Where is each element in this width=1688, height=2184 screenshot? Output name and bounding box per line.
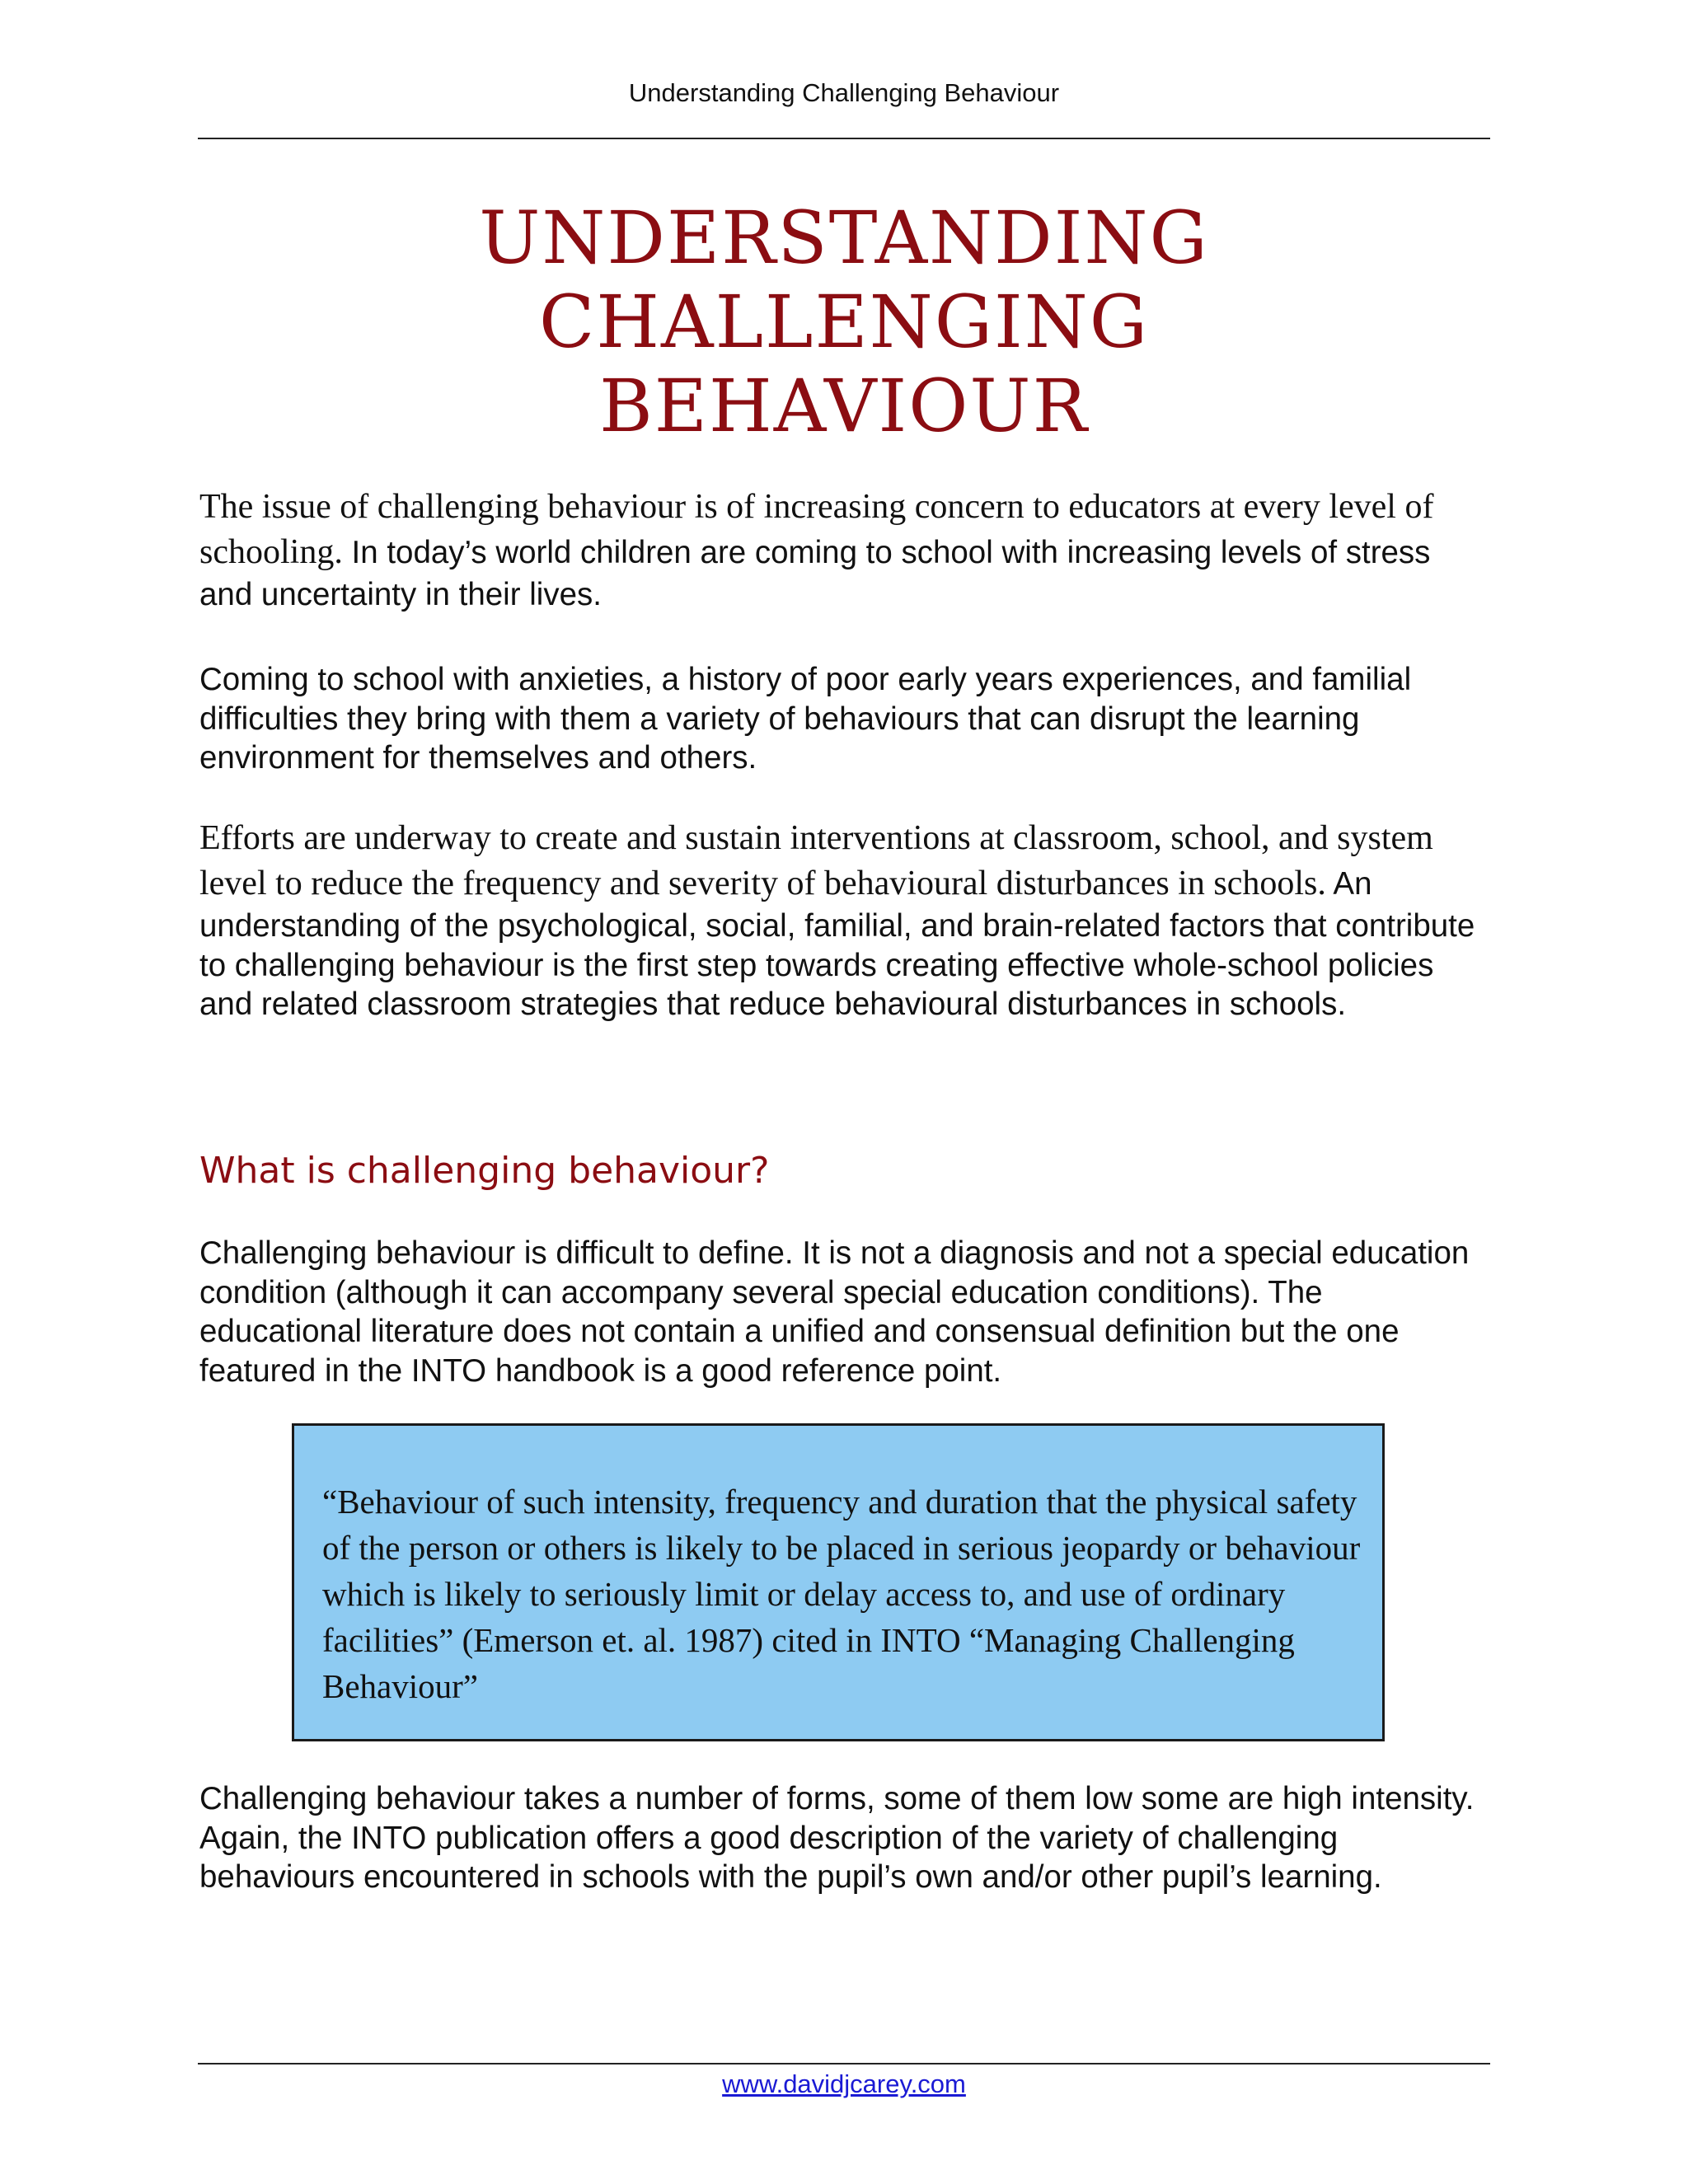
- page-title-line-2: BEHAVIOUR: [599, 363, 1089, 448]
- intro-paragraph-2: Coming to school with anxieties, a history of poor early years experiences, and familial difficulties they bring with them a variety of behaviours that can disrupt the learning environment for themselves and others.: [199, 662, 1412, 776]
- intro-paragraph-1-lead: The issue of challenging behaviour is of increasing concern to educators at every level of schooling.: [199, 488, 1434, 571]
- header-rule: [198, 138, 1490, 139]
- intro-paragraph-1: [199, 485, 1490, 615]
- footer-rule: [198, 2063, 1490, 2064]
- intro-paragraph-3-lead: Efforts are underway to create and sustain interventions at classroom, school, and system level to reduce the frequency and severity of behavioural disturbances in schools.: [199, 819, 1433, 902]
- section-paragraph-1: Challenging behaviour is difficult to define. It is not a diagnosis and not a special education condition (although it can accompany several special education conditions). The educational literature does not contain a unified and consensual definition but the one featured in the INTO handbook is a good reference point.: [199, 1235, 1470, 1389]
- intro-paragraph-3-rest: An understanding of the psychological, social, familial, and brain-related factors that contribute to challenging behaviour is the first step towards creating effective whole-school policies and related classroom strategies that reduce behavioural disturbances in schools.: [199, 866, 1475, 1022]
- intro-paragraph-1-rest: In today’s world children are coming to school with increasing levels of stress and uncertainty in their lives.: [199, 535, 1431, 612]
- page-title-line-1: UNDERSTANDING CHALLENGING: [479, 195, 1209, 364]
- definition-quote-text: “Behaviour of such intensity, frequency and duration that the physical safety of the person or others is likely to be placed in serious jeopardy or behaviour which is likely to seriously limit or delay access to, and use of ordinary facilities” (Emerson et. al. 1987) cited in INTO “Managing Challenging Behaviour”: [322, 1483, 1361, 1705]
- intro-paragraph-3: [199, 816, 1490, 1024]
- definition-quote-box: [292, 1423, 1385, 1741]
- page-title: [198, 196, 1490, 448]
- running-header: Understanding Challenging Behaviour: [628, 78, 1060, 107]
- section-heading: What is challenging behaviour?: [199, 1150, 770, 1192]
- section-paragraph-2: Challenging behaviour takes a number of forms, some of them low some are high intensity. Again, the INTO publication offers a good description of the variety of challenging behaviours encountered in schools with the pupil’s own and/or other pupil’s learning.: [199, 1781, 1475, 1895]
- footer-website-link[interactable]: www.davidjcarey.com: [722, 2069, 966, 2098]
